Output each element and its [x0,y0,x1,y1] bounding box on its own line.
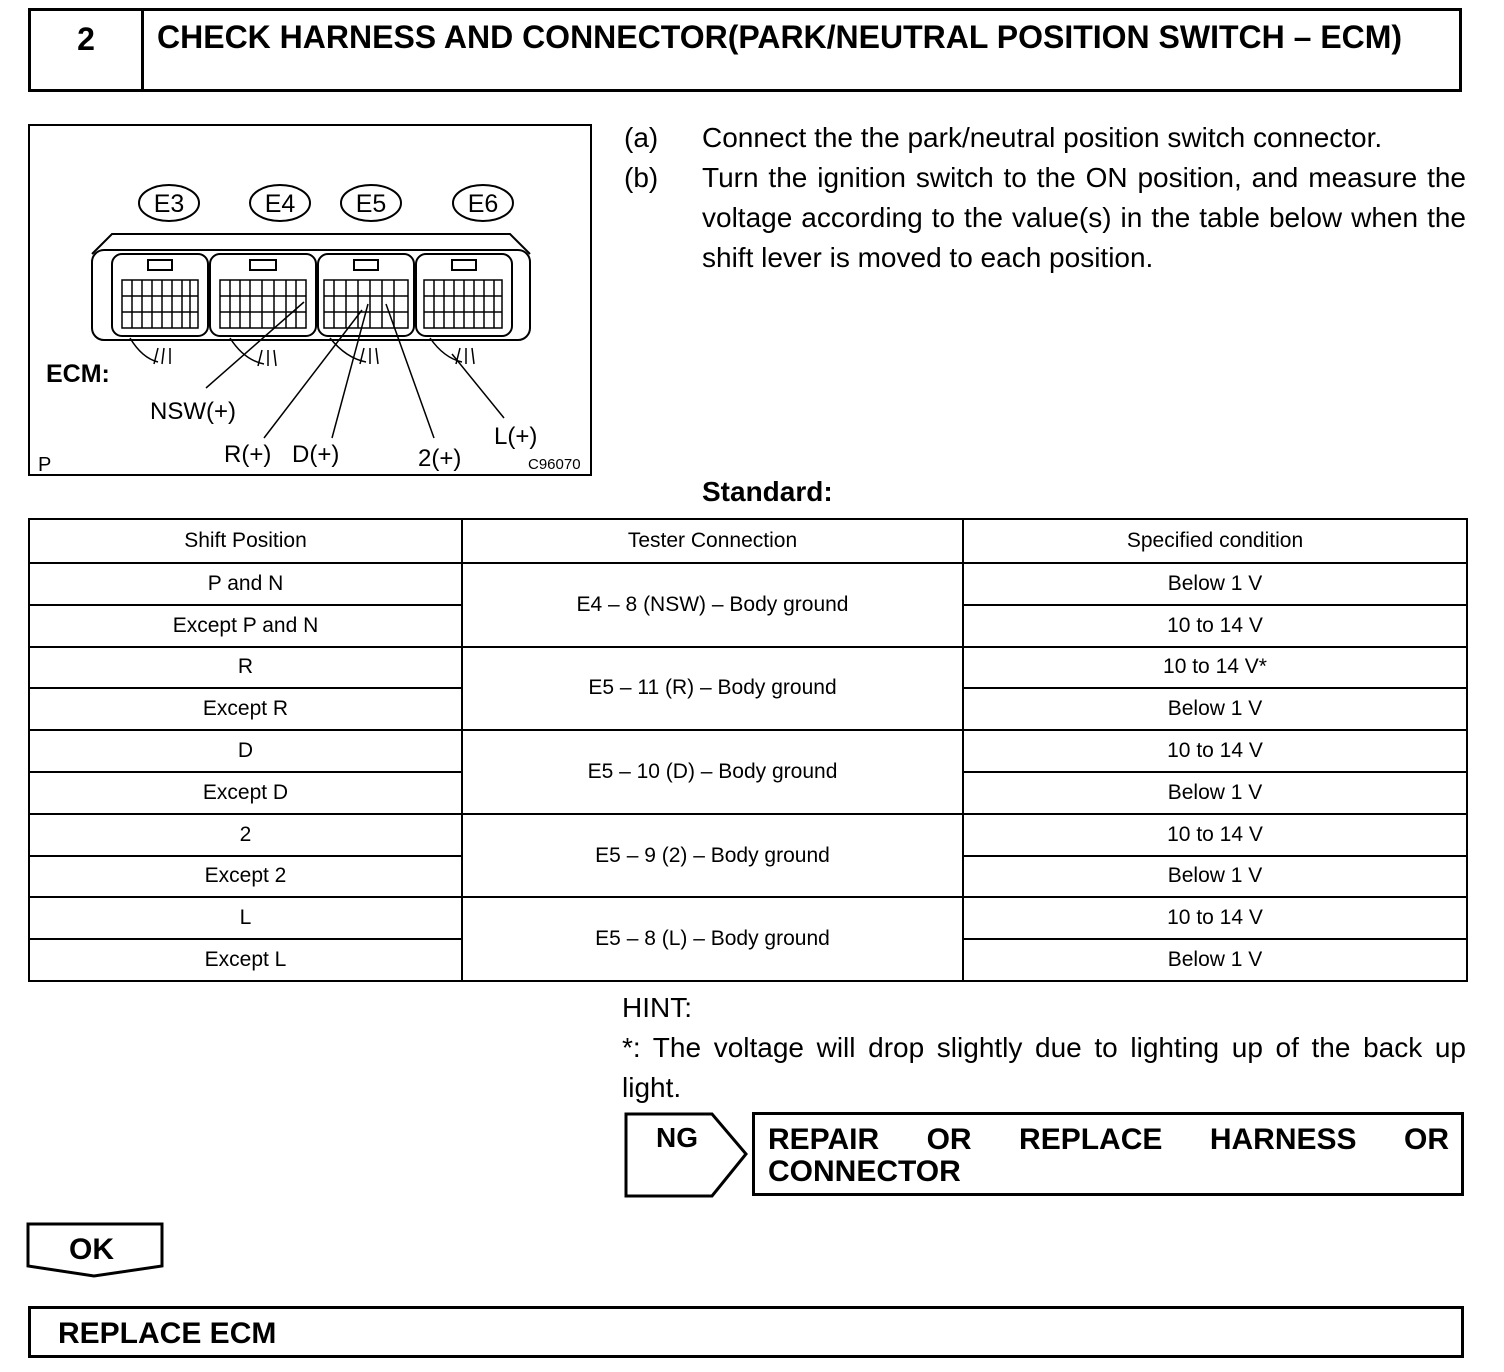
shift-position-cell: R [29,647,462,689]
pin-grid-e6 [424,280,502,328]
hint-section [622,988,1466,1108]
shift-position-cell: Except P and N [29,605,462,647]
specified-condition-cell: 10 to 14 V [963,897,1467,939]
svg-text:E5: E5 [355,190,387,218]
pin-label-nsw: NSW(+) [150,398,236,425]
instructions [624,118,1466,278]
specified-condition-cell: Below 1 V [963,939,1467,981]
specified-condition-cell: 10 to 14 V [963,605,1467,647]
table-header-row [29,519,1467,563]
specified-condition-cell: Below 1 V [963,688,1467,730]
specified-condition-cell: 10 to 14 V [963,730,1467,772]
table-row [29,814,1467,856]
step-header [28,8,1462,92]
hint-note: *: The voltage will drop slightly due to lighting up of the back up light. [622,1032,1466,1103]
svg-text:E6: E6 [467,190,499,218]
pin-label-r: R(+) [224,441,272,468]
instruction-b [624,158,1466,278]
hint-title: HINT: [622,992,692,1023]
table-row [29,897,1467,939]
ok-label: OK [69,1233,114,1266]
shift-position-cell: Except 2 [29,856,462,898]
standard-label: Standard: [702,476,833,507]
instruction-letter: (b) [624,162,659,193]
tester-connection-cell: E5 – 10 (D) – Body ground [462,730,963,814]
instruction-text: Connect the the park/neutral position switch connector. [702,122,1383,153]
shift-position-cell: L [29,897,462,939]
header-specified-condition: Specified condition [963,519,1467,563]
svg-text:E4: E4 [264,190,296,218]
ecm-label: ECM: [46,360,110,388]
ecm-connector-figure [28,124,592,476]
instruction-text: Turn the ignition switch to the ON position, and measure the voltage according to the value(s) in the table below when the shift lever is moved to each position. [702,162,1466,273]
ok-branch [26,1222,166,1283]
pin-grid-e5 [324,280,408,328]
instruction-a [624,118,1466,158]
table-row [29,647,1467,689]
step-number: 2 [31,11,144,89]
pin-grid-e3 [122,280,198,328]
connector-e5-label [341,185,401,221]
specified-condition-cell: 10 to 14 V [963,814,1467,856]
shift-position-cell: Except L [29,939,462,981]
shift-position-cell: P and N [29,563,462,605]
connector-e4-label [250,185,310,221]
tester-connection-cell: E4 – 8 (NSW) – Body ground [462,563,963,647]
tester-connection-cell: E5 – 9 (2) – Body ground [462,814,963,898]
specified-condition-cell: Below 1 V [963,856,1467,898]
svg-text:E3: E3 [153,190,185,218]
connector-e3-label [139,185,199,221]
step-title: CHECK HARNESS AND CONNECTOR(PARK/NEUTRAL POSITION SWITCH – ECM) [157,19,1403,55]
wire-bundles [130,338,474,366]
figure-code: C96070 [528,456,581,473]
specified-condition-cell: Below 1 V [963,563,1467,605]
ng-action-box: REPAIR OR REPLACE HARNESS OR CONNECTOR [752,1112,1464,1196]
ok-action-box: REPLACE ECM [28,1306,1464,1358]
ng-branch [624,1112,1466,1198]
shift-position-cell: D [29,730,462,772]
ecm-connector-drawing [30,126,594,478]
pin-label-d: D(+) [292,441,340,468]
header-tester-connection: Tester Connection [462,519,963,563]
shift-position-cell: Except R [29,688,462,730]
corner-mark: P [38,454,52,476]
specified-condition-cell: 10 to 14 V* [963,647,1467,689]
connector-e6-label [453,185,513,221]
tester-connection-cell: E5 – 8 (L) – Body ground [462,897,963,981]
instruction-letter: (a) [624,122,659,153]
shift-position-cell: Except D [29,772,462,814]
pin-label-l: L(+) [494,423,538,450]
table-row [29,563,1467,605]
pin-label-2: 2(+) [418,445,462,472]
shift-position-cell: 2 [29,814,462,856]
table-row [29,730,1467,772]
ng-label: NG [656,1122,698,1153]
specified-condition-cell: Below 1 V [963,772,1467,814]
header-shift-position: Shift Position [29,519,462,563]
pin-grid-e4 [220,280,306,328]
tester-connection-cell: E5 – 11 (R) – Body ground [462,647,963,731]
specification-table [28,518,1468,982]
